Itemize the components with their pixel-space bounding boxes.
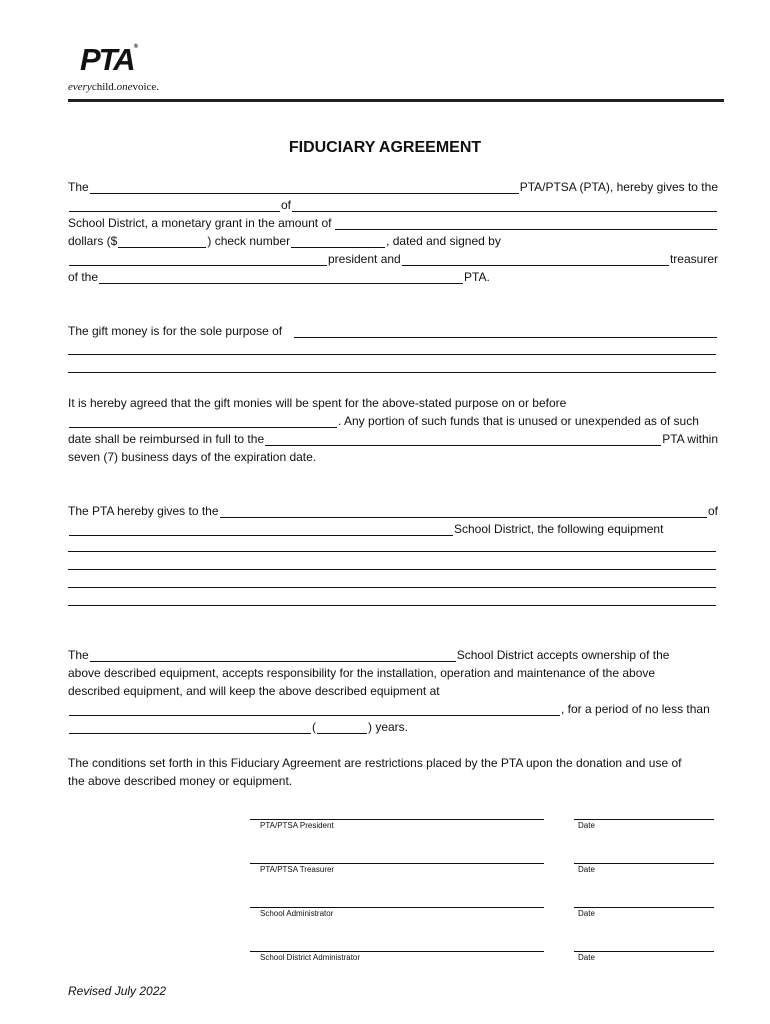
- p1-line-3: [68, 212, 718, 230]
- treasurer-name-field[interactable]: [402, 252, 669, 266]
- president-date-label: Date: [578, 821, 595, 830]
- page-title: FIDUCIARY AGREEMENT: [288, 139, 482, 156]
- president-date-line[interactable]: [574, 819, 714, 820]
- p6-line-2: [68, 770, 718, 788]
- school-admin-signature-label: School Administrator: [260, 909, 334, 918]
- p1-ofthe-label: of the: [68, 270, 99, 284]
- equipment-location-field[interactable]: [69, 702, 560, 716]
- revision-note: Revised July 2022: [68, 984, 167, 998]
- tagline-child: child.: [91, 81, 117, 93]
- p5-keep-text: described equipment, and will keep the above described equipment at: [68, 684, 440, 698]
- p5-open-paren: (: [312, 720, 316, 734]
- p4-line-1: [68, 500, 718, 518]
- p1-dollars-label: dollars ($: [68, 234, 118, 248]
- p1-gives-label: PTA/PTSA (PTA), hereby gives to the: [519, 180, 718, 194]
- p3-reimbursed-label: date shall be reimbursed in full to the: [68, 432, 265, 446]
- pta-tagline: [68, 82, 159, 93]
- p5-line-3: [68, 680, 718, 698]
- p4-of-label: of: [707, 504, 718, 518]
- years-words-field[interactable]: [69, 720, 311, 734]
- p4-line-2: [68, 518, 718, 536]
- school-admin-signature-line[interactable]: [250, 907, 544, 908]
- p5-responsibility-text: above described equipment, accepts responsibility for the installation, operation and maintenance of the above: [68, 666, 656, 680]
- district-admin-signature-line[interactable]: [250, 951, 544, 952]
- p1-pta-label: PTA.: [464, 270, 490, 284]
- check-number-field[interactable]: [291, 234, 385, 248]
- p5-line-5: [68, 716, 718, 734]
- amount-words-field[interactable]: [335, 216, 717, 230]
- president-signature-label: PTA/PTSA President: [260, 821, 334, 830]
- p3-line-1: [68, 392, 718, 410]
- treasurer-date-line[interactable]: [574, 863, 714, 864]
- p3-seven-days-text: seven (7) business days of the expiration date.: [68, 450, 317, 464]
- purpose-field-3[interactable]: [68, 372, 716, 373]
- header-divider: [68, 99, 724, 102]
- district-admin-date-label: Date: [578, 953, 595, 962]
- purpose-field-2[interactable]: [68, 354, 716, 355]
- amount-dollars-field[interactable]: [118, 234, 206, 248]
- district-admin-signature-label: School District Administrator: [260, 953, 361, 962]
- treasurer-signature-line[interactable]: [250, 863, 544, 864]
- equipment-field-1[interactable]: [68, 551, 716, 552]
- p4-gives-label: The PTA hereby gives to the: [68, 504, 219, 518]
- p6-conditions-text: The conditions set forth in this Fiduciary Agreement are restrictions placed by the PTA upon the donation and use of: [68, 756, 682, 770]
- school-admin-date-label: Date: [578, 909, 595, 918]
- p1-dated-label: , dated and signed by: [386, 234, 501, 248]
- p5-years-label: ) years.: [368, 720, 409, 734]
- president-signature-line[interactable]: [250, 819, 544, 820]
- p2-purpose-label: The gift money is for the sole purpose of: [68, 324, 283, 338]
- p3-unused-text: . Any portion of such funds that is unused or unexpended as of such: [338, 414, 699, 428]
- registered-mark: ®: [133, 44, 137, 50]
- p5-the-label: The: [68, 648, 89, 662]
- tagline-voice: voice.: [132, 81, 160, 93]
- accepting-district-field[interactable]: [90, 648, 456, 662]
- p1-line-6: [68, 266, 718, 284]
- p2-line-1: [68, 320, 718, 338]
- reimburse-pta-field[interactable]: [265, 432, 661, 446]
- p5-line-1: [68, 644, 718, 662]
- p1-line-4: [68, 230, 718, 248]
- pta-name-field[interactable]: [90, 180, 519, 194]
- president-name-field[interactable]: [69, 252, 327, 266]
- equipment-field-3[interactable]: [68, 587, 716, 588]
- p1-line-2: [68, 194, 718, 212]
- p1-grant-label: School District, a monetary grant in the amount of: [68, 216, 332, 230]
- deadline-date-field[interactable]: [69, 414, 337, 428]
- equipment-field-2[interactable]: [68, 569, 716, 570]
- p1-line-1: [68, 176, 718, 194]
- p1-treasurer-label: treasurer: [669, 252, 718, 266]
- p5-period-label: , for a period of no less than: [561, 702, 710, 716]
- p1-president-label: president and: [328, 252, 401, 266]
- p3-within-label: PTA within: [662, 432, 718, 446]
- p1-the-label: The: [68, 180, 89, 194]
- purpose-field-1[interactable]: [294, 324, 717, 338]
- years-number-field[interactable]: [317, 720, 367, 734]
- p3-line-2: [68, 410, 718, 428]
- p4-equipment-label: School District, the following equipment: [454, 522, 664, 536]
- school-district-field[interactable]: [292, 198, 717, 212]
- pta-logo-mark: PTA: [80, 42, 134, 77]
- recipient-field[interactable]: [69, 198, 280, 212]
- treasurer-date-label: Date: [578, 865, 595, 874]
- tagline-every: every: [68, 81, 92, 93]
- p1-line-5: [68, 248, 718, 266]
- p3-line-4: [68, 446, 718, 464]
- pta-logo: [80, 44, 136, 75]
- p1-of-label: of: [281, 198, 292, 212]
- equipment-recipient-field[interactable]: [220, 504, 707, 518]
- p5-accepts-label: School District accepts ownership of the: [456, 648, 670, 662]
- p5-line-4: [68, 698, 718, 716]
- pta-unit-field[interactable]: [99, 270, 463, 284]
- treasurer-signature-label: PTA/PTSA Treasurer: [260, 865, 335, 874]
- p3-agreed-text: It is hereby agreed that the gift monies will be spent for the above-stated purpose on or before: [68, 396, 567, 410]
- p6-line-1: [68, 752, 718, 770]
- p1-check-label: ) check number: [207, 234, 291, 248]
- school-admin-date-line[interactable]: [574, 907, 714, 908]
- p6-donation-text: the above described money or equipment.: [68, 774, 293, 788]
- district-admin-date-line[interactable]: [574, 951, 714, 952]
- tagline-one: one: [116, 81, 133, 93]
- p5-line-2: [68, 662, 718, 680]
- p3-line-3: [68, 428, 718, 446]
- equipment-field-4[interactable]: [68, 605, 716, 606]
- equipment-district-field[interactable]: [69, 522, 453, 536]
